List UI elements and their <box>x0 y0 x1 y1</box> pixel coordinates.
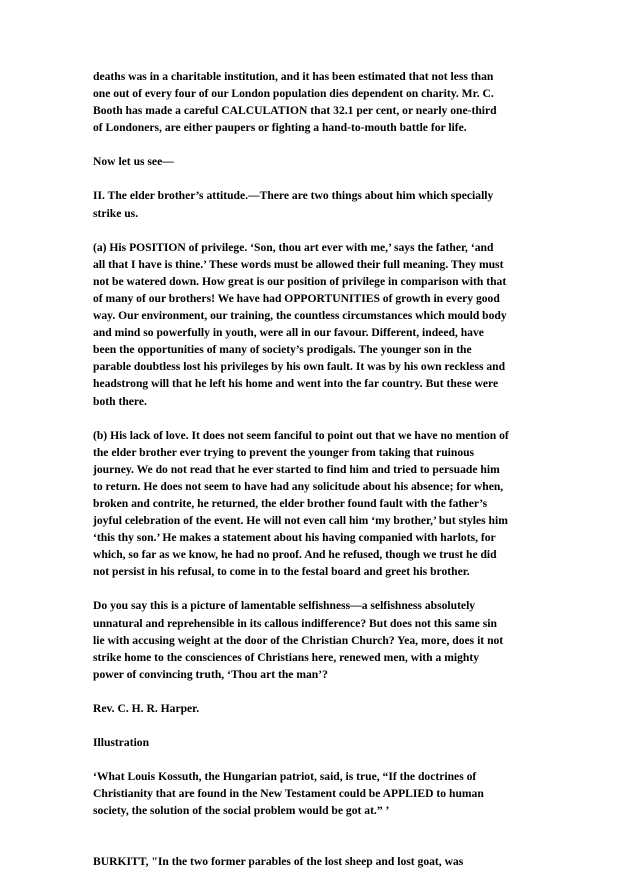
text-line: deaths was in a charitable institution, and it has been estimated that not less than <box>93 70 494 83</box>
text-line: to return. He does not seem to have had any solicitude about his absence; for when, <box>93 479 504 493</box>
text-line: Do you say this is a picture of lamentable selfishness—a selfishness absolutely <box>93 599 476 613</box>
text-line: power of convincing truth, ‘Thou art the man’? <box>93 667 328 681</box>
text-line: strike us. <box>93 206 139 220</box>
text-line: society, the solution of the social problem would be got at.” ’ <box>93 804 390 818</box>
text-line: been the opportunities of many of society’s prodigals. The younger son in the <box>93 343 472 357</box>
text-line: II. The elder brother’s attitude.—There are two things about him which specially <box>93 189 494 203</box>
text-line: which, so far as we know, he had no proof. And he refused, though we trust he did <box>93 548 497 562</box>
text-line: way. Our environment, our training, the countless circumstances which mould body <box>93 309 507 323</box>
paragraph-charity-statistics <box>93 68 548 136</box>
text-line: of Londoners, are either paupers or fighting a hand-to-mouth battle for life. <box>93 121 467 135</box>
text-line: one out of every four of our London population dies dependent on charity. Mr. C. <box>93 87 494 101</box>
text-line: journey. We do not read that he ever started to find him and tried to persuade him <box>93 462 500 476</box>
paragraph-kossuth-quote <box>93 768 548 819</box>
text-line: the elder brother ever trying to prevent the younger from taking that ruinous <box>93 445 475 459</box>
text-line: and mind so powerfully in youth, were all in our favour. Different, indeed, have <box>93 326 484 340</box>
text-line: (b) His lack of love. It does not seem fanciful to point out that we have no mention of <box>93 428 509 442</box>
paragraph-now-let-us-see <box>93 153 548 170</box>
text-line: not be watered down. How great is our position of privilege in comparison with that <box>93 274 507 288</box>
text-line: lie with accusing weight at the door of the Christian Church? Yea, more, does it not <box>93 633 504 647</box>
text-line: headstrong will that he left his home and went into the far country. But these were <box>93 377 499 391</box>
text-line: Now let us see— <box>93 155 174 169</box>
text-line: (a) His POSITION of privilege. ‘Son, thou art ever with me,’ says the father, ‘and <box>93 240 494 254</box>
text-line: BURKITT, "In the two former parables of the lost sheep and lost goat, was <box>93 855 464 869</box>
illustration-heading <box>93 734 548 751</box>
text-line: not persist in his refusal, to come in to the festal board and greet his brother. <box>93 565 470 579</box>
author-attribution <box>93 700 548 717</box>
document-page <box>93 68 548 887</box>
text-line: Booth has made a careful CALCULATION that 32.1 per cent, or nearly one-third <box>93 104 497 118</box>
text-line: Christianity that are found in the New Testament could be APPLIED to human <box>93 787 484 801</box>
text-line: ‘What Louis Kossuth, the Hungarian patriot, said, is true, “If the doctrines of <box>93 770 477 784</box>
section-heading-elder-brother <box>93 187 548 221</box>
text-line: strike home to the consciences of Christians here, renewed men, with a mighty <box>93 650 479 664</box>
text-line: ‘this thy son.’ He makes a statement about his having companied with harlots, for <box>93 531 496 545</box>
paragraph-position-of-privilege <box>93 239 548 410</box>
paragraph-lack-of-love <box>93 427 548 581</box>
text-line: both there. <box>93 394 147 408</box>
text-line: of many of our brothers! We have had OPPORTUNITIES of growth in every good <box>93 291 500 305</box>
text-line: unnatural and reprehensible in its callous indifference? But does not this same sin <box>93 616 497 630</box>
text-line: broken and contrite, he returned, the elder brother found fault with the father’s <box>93 496 488 510</box>
paragraph-lamentable-selfishness <box>93 597 548 682</box>
text-line: joyful celebration of the event. He will not even call him ‘my brother,’ but styles him <box>93 514 508 528</box>
text-line: Illustration <box>93 736 150 749</box>
text-line: all that I have is thine.’ These words must be allowed their full meaning. They must <box>93 257 504 271</box>
text-line: parable doubtless lost his privileges by his own fault. It was by his own reckless and <box>93 360 506 374</box>
paragraph-burkitt <box>93 853 548 870</box>
text-line: Rev. C. H. R. Harper. <box>93 701 200 715</box>
